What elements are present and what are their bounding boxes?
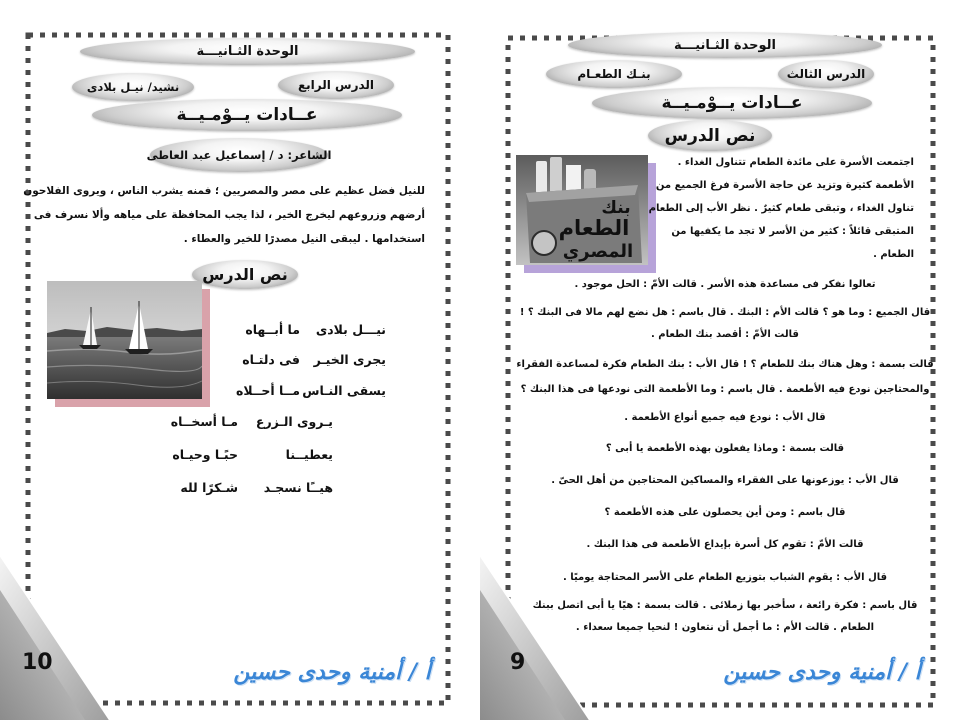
poem-first-half: يجرى الخيـر: [313, 352, 386, 367]
poem-first-half: يـروى الـزرع: [255, 414, 333, 429]
poem-second-half: فى دلتـاه: [242, 352, 300, 367]
intro-line: أرضهم وزروعهم ليخرج الخير ، لذا يجب المحافظة على مياهه وألا نسرف فى: [33, 209, 425, 221]
dialogue-line: قالت بسمة : وماذا يفعلون بهذه الأطعمة يا أبى ؟: [605, 443, 845, 454]
poem-first-half: يسقى النـاس: [302, 383, 386, 398]
dialogue-line: قال الأب : نودع فيه جميع أنواع الأطعمة .: [624, 412, 826, 423]
poem-second-half: ما أبــهاه: [245, 322, 300, 337]
logo-text: المصري: [562, 241, 634, 262]
poem-first-half: يعطيــنا: [285, 447, 333, 462]
page-number: 10: [22, 650, 53, 675]
poem-first-half: نيـــل بلادى: [315, 322, 386, 337]
food-bank-logo-image: [516, 155, 648, 265]
dialogue-line: قال الجميع : وما هو ؟ قالت الأم : البنك . قال باسم : هل نضع لهم مالا فى البنك ؟ !: [519, 307, 931, 318]
page-number: 9: [510, 650, 526, 675]
poem-second-half: شـكرًا لله: [180, 480, 238, 495]
author-signature: أ / أمنية وحدى حسين: [233, 659, 431, 685]
intro-line: تناول الغداء ، وتبقى طعام كثيرٌ . نظر الأب إلى الطعام: [648, 203, 914, 214]
dialogue-line: تعالوا نفكر فى مساعدة هذه الأسر . قالت الأمّ : الحل موجود .: [574, 279, 876, 290]
logo-text: الطعام: [558, 216, 630, 240]
intro-line: الطعام .: [873, 249, 914, 260]
poem-second-half: مـا أسخــاه: [170, 414, 238, 429]
text-heading-banner: نص الدرس: [192, 260, 298, 289]
text-heading-banner: نص الدرس: [648, 120, 772, 151]
lesson-name-label: بنـك الطعـام: [546, 60, 682, 88]
intro-line: استخدامها . ليبقى النيل مصدرًا للخير والعطاء .: [183, 233, 425, 245]
logo-text: بنك: [601, 198, 631, 218]
poem-second-half: مــا أحــلاه: [235, 383, 300, 398]
nile-sailboats-photo: [47, 281, 202, 399]
lesson-name-label: نشيد/ نيـل بلادى: [72, 73, 194, 101]
theme-banner: عــادات يــوْمـيــة: [592, 87, 872, 119]
emblem-icon: [532, 231, 556, 255]
unit-title-banner: الوحدة الثـانيـــة: [568, 32, 882, 58]
dialogue-line: والمحتاجين نودع فيه الأطعمة . قال باسم : وما الأطعمة التى نودعها فى هذا البنك ؟: [520, 384, 930, 395]
dialogue-line: قال باسم : فكرة رائعة ، سأخبر بها زملائى . قالت بسمة : هيًا يا أبى اتصل ببنك: [532, 600, 918, 611]
author-signature: أ / أمنية وحدى حسين: [723, 659, 921, 685]
poem-second-half: حبًـا وحيـاه: [172, 447, 238, 462]
right-page: [480, 0, 960, 720]
intro-line: للنيل فضل عظيم على مصر والمصريين ؛ فمنه يشرب الناس ، ويروى الفلاحون: [23, 185, 425, 197]
intro-line: الأطعمة كثيرة وتزيد عن حاجة الأسرة فرغ الجميع من: [655, 180, 914, 191]
dialogue-line: الطعام . قالت الأم : ما أجمل أن نتعاون ! لنحيا جميعا سعداء .: [575, 622, 875, 633]
poem-first-half: هيــًا نسجـد: [263, 480, 333, 495]
dialogue-line: قالت بسمة : وهل هناك بنك للطعام ؟ ! قال الأب : بنك الطعام فكرة لمساعدة الفقراء: [516, 359, 934, 370]
intro-line: المتبقى قائلاً : كثير من الأسر لا تجد ما يكفيها من: [671, 226, 914, 237]
dialogue-line: قال الأب : يوزعونها على الفقراء والمساكين المحتاجين من أهل الحىّ .: [551, 475, 899, 486]
poet-banner: الشاعر: د / إسماعيل عبد العاطى: [150, 138, 328, 172]
page-corner-fold: [0, 555, 115, 720]
dialogue-line: قالت الأمّ : أقصد بنك الطعام .: [651, 329, 799, 340]
unit-title-banner: الوحدة الثـانيـــة: [80, 38, 415, 65]
dialogue-line: قال باسم : ومن أين يحصلون على هذه الأطعمة ؟: [604, 507, 846, 518]
lesson-number-label: الدرس الرابع: [278, 71, 394, 99]
dialogue-line: قال الأب : يقوم الشباب بتوزيع الطعام على الأسر المحتاجة يوميًا .: [562, 572, 888, 583]
intro-line: اجتمعت الأسرة على مائدة الطعام تتناول الغداء .: [677, 157, 914, 168]
dialogue-line: قالت الأمّ : تقوم كل أسرة بإيداع الأطعمة فى هذا البنك .: [586, 539, 864, 550]
lesson-number-label: الدرس الثالث: [778, 60, 874, 88]
theme-banner: عــادات يــوْمـيــة: [92, 99, 402, 131]
